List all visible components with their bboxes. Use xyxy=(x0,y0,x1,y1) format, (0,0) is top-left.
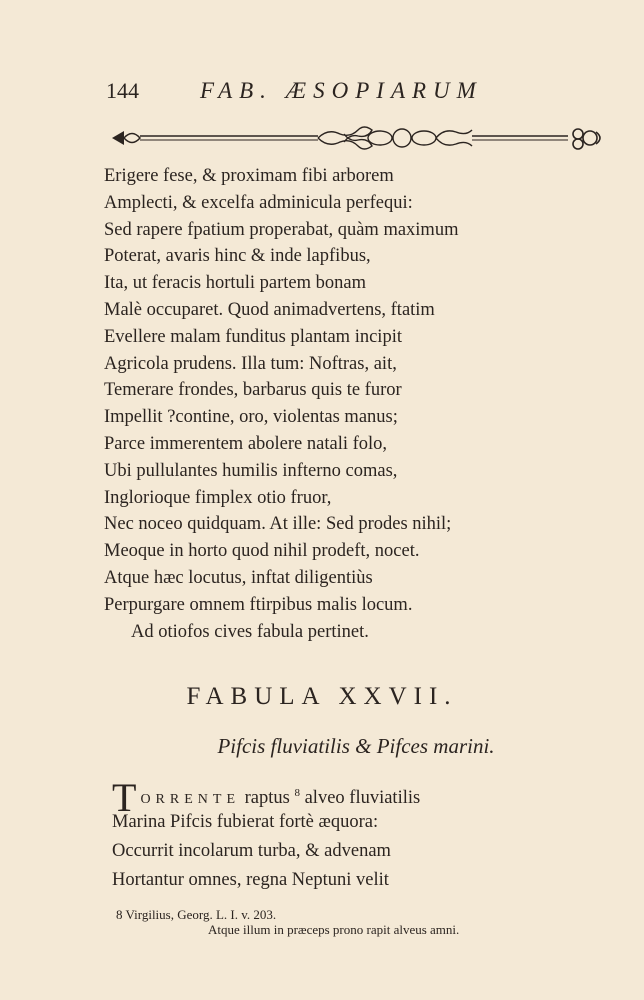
verse-line: Agricola prudens. Illa tum: Noftras, ait, xyxy=(104,353,397,374)
verse-line: Ubi pullulantes humilis infterno comas, xyxy=(104,460,398,481)
verse-line: Parce immerentem abolere natali folo, xyxy=(104,433,388,454)
verse-line: Inglorioque fimplex otio fruor, xyxy=(104,487,332,508)
running-title: FAB. ÆSOPIARUM xyxy=(200,78,483,103)
verse-line: Nec noceo quidquam. At ille: Sed prodes nihil; xyxy=(104,514,452,535)
verse-block xyxy=(104,163,604,645)
first-line-end: alveo fluviatilis xyxy=(304,788,421,809)
first-line-text: raptus xyxy=(244,788,290,809)
fable-title: FABULA XXVII. xyxy=(186,683,458,710)
footnote xyxy=(116,907,556,937)
verse-line: Impellit ?contine, oro, violentas manus; xyxy=(104,407,398,428)
ornament-rule-icon xyxy=(110,118,606,158)
verse-line: Meoque in horto quod nihil prodeft, nocet. xyxy=(104,541,420,562)
verse-line: Poterat, avaris hinc & inde lapfibus, xyxy=(104,246,371,267)
verse-line: Sed rapere fpatium properabat, quàm maximum xyxy=(104,219,459,240)
drop-cap: T xyxy=(112,775,137,821)
fable-subtitle: Pifcis fluviatilis & Pifces marini. xyxy=(217,734,495,758)
page-number: 144 xyxy=(106,78,139,103)
verse-line: Erigere fese, & proximam fibi arborem xyxy=(104,166,394,186)
fable-moral: Ad otiofos cives fabula pertinet. xyxy=(131,621,369,642)
fable-first-line xyxy=(112,775,592,821)
verse-line: Amplecti, & excelfa adminicula perfequi: xyxy=(104,192,413,213)
verse-line: Malè occuparet. Quod animadvertens, ftatim xyxy=(104,299,435,320)
footnote-quote: Atque illum in præceps prono rapit alveus amni. xyxy=(208,922,460,937)
footnote-citation: 8 Virgilius, Georg. L. I. v. 203. xyxy=(116,907,277,922)
running-header xyxy=(0,78,644,108)
fable-verse-block xyxy=(112,775,592,895)
verse-line: Perpurgare omnem ftirpibus malis locum. xyxy=(104,594,413,615)
verse-line: Evellere malam funditus plantam incipit xyxy=(104,326,402,347)
verse-line: Marina Pifcis fubierat fortè æquora: xyxy=(112,812,379,832)
verse-line: Hortantur omnes, regna Neptuni velit xyxy=(112,870,389,890)
verse-line: Occurrit incolarum turba, & advenam xyxy=(112,841,391,861)
verse-line: Ita, ut feracis hortuli partem bonam xyxy=(104,273,366,294)
footnote-marker: 8 xyxy=(294,787,300,799)
verse-line: Atque hæc locutus, inftat diligentiùs xyxy=(104,567,373,588)
first-word-smallcaps: ORRENTE xyxy=(140,792,240,808)
verse-line: Temerare frondes, barbarus quis te furor xyxy=(104,380,402,401)
